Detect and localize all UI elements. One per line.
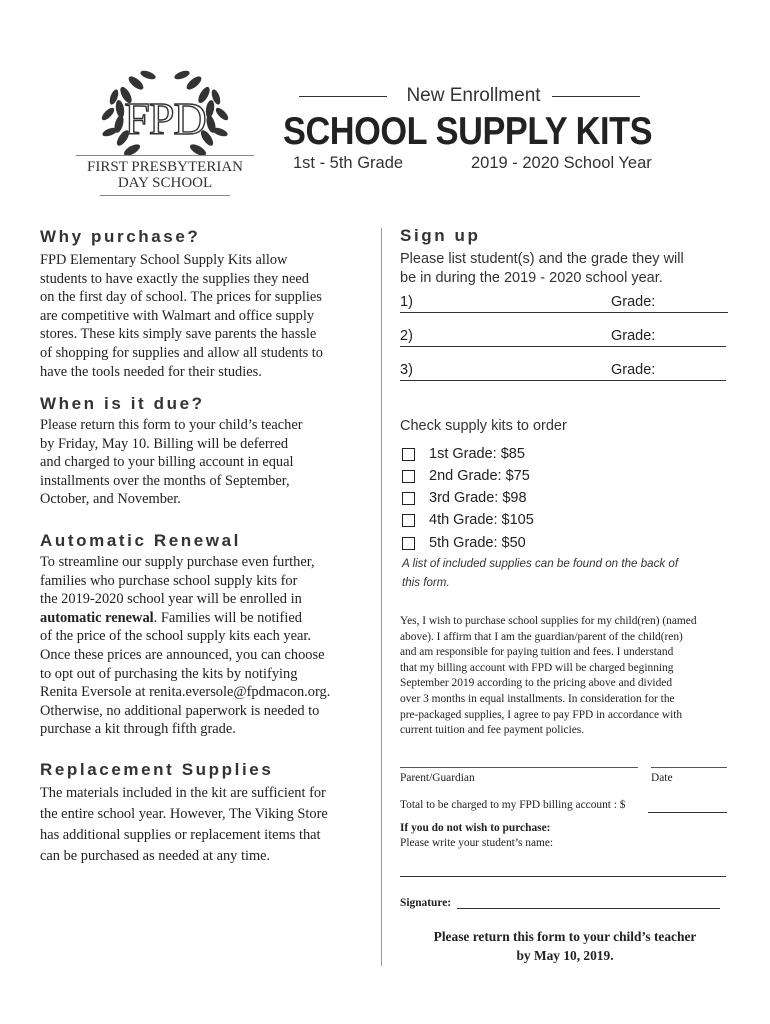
parent-signature-line[interactable]	[400, 767, 638, 768]
student-name-line[interactable]	[400, 876, 726, 877]
checkbox[interactable]	[402, 537, 415, 550]
total-charge-field[interactable]	[648, 812, 727, 813]
due-line: installments over the months of September,	[40, 472, 290, 489]
logo-monogram: FPD	[124, 93, 206, 144]
date-line[interactable]	[651, 767, 727, 768]
kit-option-2nd[interactable]: 2nd Grade: $75	[402, 466, 530, 486]
renewal-line: the 2019-2020 school year will be enrolled in	[40, 591, 302, 608]
replacement-supplies-section	[40, 760, 370, 867]
checkbox[interactable]	[402, 448, 415, 461]
subtitle-rule-right	[552, 96, 640, 97]
checkbox[interactable]	[402, 470, 415, 483]
why-purchase-section	[40, 227, 370, 381]
renewal-line: to opt out of purchasing the kits by notifying	[40, 665, 298, 682]
due-line: and charged to your billing account in equal	[40, 454, 294, 471]
sign-up-heading: Sign up	[400, 226, 481, 245]
school-logo	[70, 62, 260, 202]
when-due-section	[40, 394, 370, 509]
why-line: on the first day of school. The prices for supplies	[40, 289, 322, 306]
no-purchase-label: If you do not wish to purchase:	[400, 822, 551, 834]
kits-heading: Check supply kits to order	[400, 418, 567, 434]
school-year: 2019 - 2020 School Year	[471, 154, 652, 172]
due-line: Please return this form to your child’s teacher	[40, 417, 303, 433]
kit-option-5th[interactable]: 5th Grade: $50	[402, 533, 526, 553]
why-line: of shopping for supplies and allow all students to	[40, 344, 323, 361]
student-1-field[interactable]: 1) Grade:	[400, 292, 728, 313]
renewal-line: Otherwise, no additional paperwork is needed to	[40, 702, 320, 719]
enrollment-subtitle: New Enrollment	[406, 85, 541, 106]
automatic-renewal-heading: Automatic Renewal	[40, 531, 242, 550]
replacement-supplies-heading: Replacement Supplies	[40, 760, 274, 779]
logo-line1: FIRST PRESBYTERIAN	[86, 159, 243, 175]
kit-option-4th[interactable]: 4th Grade: $105	[402, 510, 534, 530]
no-purchase-instructions: Please write your student’s name:	[400, 837, 554, 849]
replacement-line: has additional supplies or replacement items that	[40, 827, 321, 843]
why-purchase-heading: Why purchase?	[40, 227, 201, 246]
checkbox[interactable]	[402, 514, 415, 527]
due-line: by Friday, May 10. Billing will be deferred	[40, 435, 289, 452]
signature-line[interactable]	[457, 908, 720, 909]
column-divider	[381, 228, 382, 966]
why-line: students to have exactly the supplies they need	[40, 270, 309, 287]
replacement-line: the entire school year. However, The Viking Store	[40, 806, 328, 822]
signature-label: Signature:	[400, 897, 452, 909]
return-instructions: Please return this form to your child’s teacher by May 10, 2019.	[433, 929, 697, 963]
kits-note: A list of included supplies can be found on the back of this form.	[402, 557, 679, 589]
renewal-line: families who purchase school supply kits for	[40, 572, 298, 589]
logo-line2: DAY SCHOOL	[117, 175, 213, 191]
renewal-line: To streamline our supply purchase even further,	[40, 554, 315, 570]
kit-option-1st[interactable]: 1st Grade: $85	[402, 444, 525, 464]
page-title: SCHOOL SUPPLY KITS	[283, 110, 653, 153]
renewal-line: Once these prices are announced, you can choose	[40, 646, 325, 663]
agreement-text: Yes, I wish to purchase school supplies for my child(ren) (named above). I affirm that I am the guardian/parent of the child(ren) and am responsible for paying tuition and fees. I understand that my billing account with FPD will be charged beginning September 2019 according to the pricing above and divided over 3 months in equal installments. In consideration for the pre-packaged supplies, I agree to pay FPD in accordance with current tuition and fee payment policies.	[400, 615, 697, 737]
replacement-line: The materials included in the kit are sufficient for	[40, 785, 326, 801]
student-3-field[interactable]: 3) Grade:	[400, 360, 726, 381]
student-2-field[interactable]: 2) Grade:	[400, 326, 726, 347]
total-charge-label: Total to be charged to my FPD billing account : $	[400, 799, 626, 811]
why-line: have the tools needed for their studies.	[40, 363, 262, 380]
when-due-heading: When is it due?	[40, 394, 205, 413]
renewal-line: Renita Eversole at renita.eversole@fpdmacon.org.	[40, 684, 331, 701]
parent-guardian-label: Parent/Guardian	[400, 772, 475, 784]
why-line: FPD Elementary School Supply Kits allow	[40, 252, 288, 268]
kit-option-3rd[interactable]: 3rd Grade: $98	[402, 488, 527, 508]
grade-range: 1st - 5th Grade	[293, 154, 404, 172]
why-line: stores. These kits simply save parents the hassle	[40, 326, 317, 343]
subtitle-rule-left	[299, 96, 387, 97]
replacement-line: can be purchased as needed at any time.	[40, 848, 271, 864]
why-line: are competitive with Walmart and office supply	[40, 307, 315, 324]
renewal-line: of the price of the school supply kits each year.	[40, 628, 311, 645]
due-line: October, and November.	[40, 491, 181, 508]
checkbox[interactable]	[402, 492, 415, 505]
automatic-renewal-bold: automatic renewal	[40, 609, 154, 626]
date-label: Date	[651, 772, 673, 784]
automatic-renewal-section	[40, 531, 370, 739]
sign-up-intro: Please list student(s) and the grade they will be in during the 2019 - 2020 school year.	[400, 251, 684, 286]
renewal-line: purchase a kit through fifth grade.	[40, 721, 236, 738]
renewal-line-bold: automatic renewal. Families will be notified	[40, 609, 302, 626]
